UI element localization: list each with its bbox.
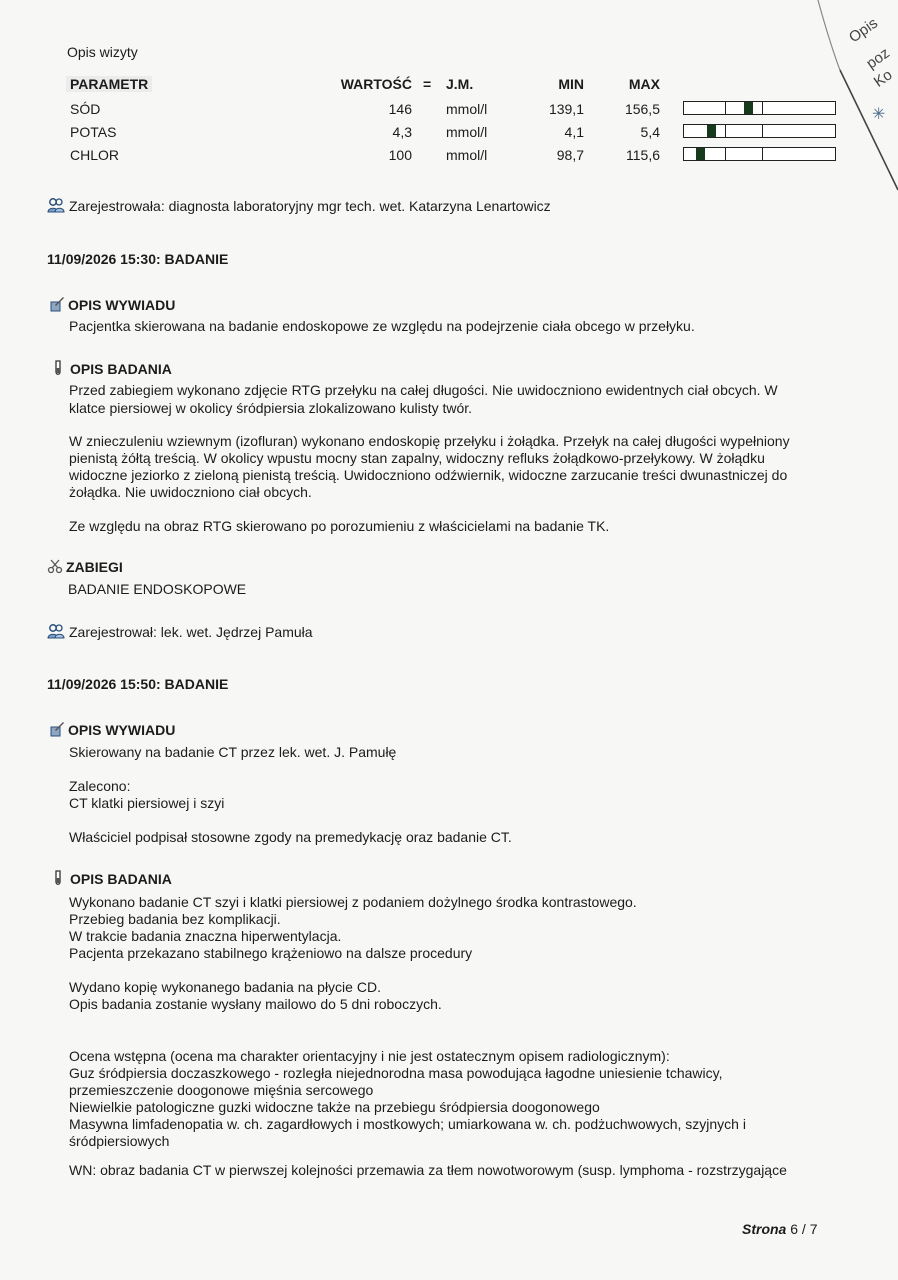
user-icon [47,623,65,639]
exam-line: W znieczuleniu wziewnym (izofluran) wykonano endoskopię przełyku i żołądka. Przełyk na całej długości wypełniony [69,433,790,449]
page-number: 6 [790,1221,799,1237]
exam-line: pienistą żółtą treścią. W okolicy wpustu mocny stan zapalny, widoczny refluks żołądkowo-przełykowy. W żołądku [69,450,765,466]
test-tube-icon [51,870,67,886]
interview-text-1: Pacjentka skierowana na badanie endoskopowe ze względu na podejrzenie ciała obcego w przełyku. [69,318,695,334]
lab-row [66,97,846,120]
exam-line: WN: obraz badania CT w pierwszej kolejności przemawia za tłem nowotworowym (susp. lymphoma - rozstrzygające [69,1162,787,1178]
interview-icon [49,721,65,737]
interview-line: Właściciel podpisał stosowne zgody na premedykację oraz badanie CT. [69,829,512,845]
header-min: MIN [558,76,584,92]
interview-title-1: OPIS WYWIADU [68,297,176,313]
lab-results-table [66,72,846,166]
registration-text-2: Zarejestrował: lek. wet. Jędrzej Pamuła [69,624,313,640]
exam-line: Opis badania zostanie wysłany mailowo do 5 dni roboczych. [69,996,442,1012]
page-separator: / [801,1221,806,1237]
entry-2-date: 11/09/2026 15:50: BADANIE [47,676,229,692]
header-eq: = [423,76,432,92]
registration-text-1: Zarejestrowała: diagnosta laboratoryjny mgr tech. wet. Katarzyna Lenartowicz [69,198,551,214]
lab-max: 115,6 [626,147,660,163]
range-gauge [683,101,836,115]
gauge-marker [707,125,716,137]
test-tube-icon [51,360,67,376]
header-unit: J.M. [446,76,474,92]
lab-param: CHLOR [70,147,120,163]
entry-2-interview-heading [49,721,175,738]
interview-line: Skierowany na badanie CT przez lek. wet. J. Pamułę [69,744,397,760]
lab-row [66,143,846,166]
exam-line: Przebieg badania bez komplikacji. [69,911,281,927]
header-max: MAX [628,76,660,92]
lab-unit: mmol/l [446,101,488,117]
exam-line: W trakcie badania znaczna hiperwentylacja. [69,928,342,944]
page-total: 7 [809,1221,818,1237]
scissors-icon [47,558,63,574]
exam-line: Niewielkie patologiczne guzki widoczne także na przebiegu śródpiersia doogonowego [69,1099,600,1115]
lab-min: 4,1 [564,124,584,140]
page-label: Strona [742,1221,787,1237]
lab-min: 139,1 [548,101,584,117]
interview-icon [49,296,65,312]
lab-value: 146 [388,101,412,117]
exam-title-1: OPIS BADANIA [70,361,172,377]
entry-1-procedures-heading [47,558,123,575]
gauge-marker [744,102,753,114]
entry-1-date: 11/09/2026 15:30: BADANIE [47,251,229,267]
procedures-title-1: ZABIEGI [66,559,123,575]
entry-2-exam-heading [51,870,172,887]
lab-unit: mmol/l [446,147,488,163]
header-value: WARTOŚĆ [340,76,412,92]
lab-max: 5,4 [640,124,660,140]
exam-line: przemieszczenie doogonowe mięśnia sercowego [69,1082,374,1098]
exam-line: żołądka. Nie uwidoczniono ciał obcych. [69,484,312,500]
registration-line-2 [47,623,313,641]
edge-text-2: poz [863,44,893,73]
lab-max: 156,5 [624,101,660,117]
adjacent-page-edge [818,0,898,1280]
header-param: PARAMETR [66,76,152,92]
exam-line: Guz śródpiersia doczaszkowego - rozległa niejednorodna masa powodująca łagodne uniesienie tchawicy, [69,1065,723,1081]
lab-value: 100 [388,147,412,163]
exam-line: Ze względu na obraz RTG skierowano po porozumieniu z właścicielami na badanie TK. [69,518,610,534]
exam-line: Pacjenta przekazano stabilnego krążeniowo na dalsze procedury [69,945,473,961]
lab-min: 98,7 [556,147,584,163]
gauge-marker [696,148,705,160]
registration-line-1 [47,197,551,215]
lab-param: POTAS [70,124,117,140]
edge-text-1: Opis [845,14,881,47]
exam-line: Przed zabiegiem wykonano zdjęcie RTG przełyku na całej długości. Nie uwidoczniono ewidentnych ciał obcych. W [69,382,778,398]
exam-line: widoczne jeziorko z zieloną pienistą treścią. Uwidoczniono odźwiernik, widoczne zarzucanie treści dwunastniczej do [69,467,788,483]
gauge-divider [684,125,763,137]
exam-line: Ocena wstępna (ocena ma charakter orientacyjny i nie jest ostatecznym opisem radiologicznym): [69,1048,670,1064]
edge-text-3: Ko [870,66,896,91]
exam-line: Wykonano badanie CT szyi i klatki piersiowej z podaniem dożylnego środka kontrastowego. [69,894,637,910]
entry-1-interview-heading [49,296,175,313]
visit-title: Opis wizyty [67,44,138,60]
range-gauge [683,124,836,138]
exam-title-2: OPIS BADANIA [70,871,172,887]
lab-param: SÓD [70,101,101,117]
interview-line: CT klatki piersiowej i szyi [69,795,225,811]
user-icon [47,197,65,213]
asterisk-icon: ✳ [872,106,886,123]
lab-row [66,120,846,143]
interview-line: Zalecono: [69,778,131,794]
range-gauge [683,147,836,161]
interview-title-2: OPIS WYWIADU [68,722,176,738]
lab-unit: mmol/l [446,124,488,140]
lab-value: 4,3 [392,124,412,140]
exam-line: Wydano kopię wykonanego badania na płycie CD. [69,979,381,995]
entry-1-exam-heading [51,360,172,377]
exam-line: Masywna limfadenopatia w. ch. zagardłowych i mostkowych; umiarkowana w. ch. podżuchwowych, szyjnych i [69,1116,746,1132]
exam-line: śródpiersiowych [69,1133,170,1149]
procedures-text-1: BADANIE ENDOSKOPOWE [68,581,247,597]
lab-table-header [66,72,846,97]
page-footer [742,1221,818,1237]
exam-line: klatce piersiowej w okolicy śródpiersia zlokalizowano kulisty twór. [69,400,473,416]
